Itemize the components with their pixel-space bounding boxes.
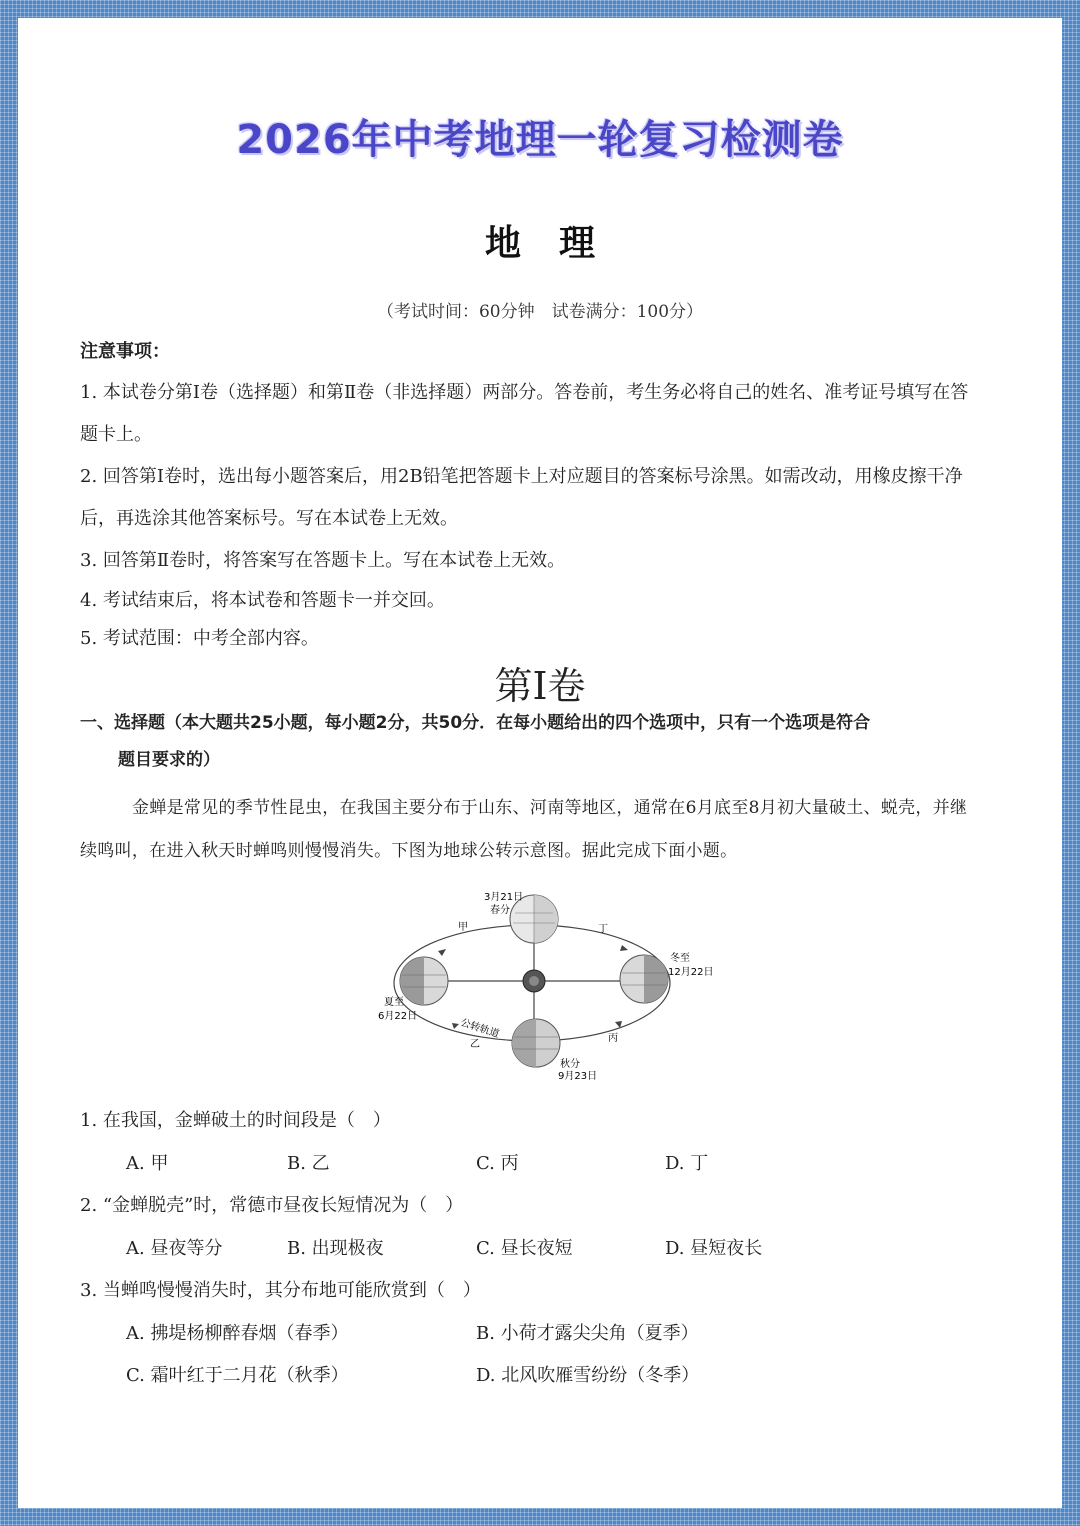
section-heading-line1: 一、选择题（本大题共25小题，每小题2分，共50分．在每小题给出的四个选项中，只有一个选项是符合 [80, 713, 871, 733]
main-title: 2026年中考地理一轮复习检测卷 [236, 117, 844, 163]
notice-item: 1. 本试卷分第Ⅰ卷（选择题）和第Ⅱ卷（非选择题）两部分。答卷前，考生务必将自己的姓名、准考证号填写在答题卡上。 [80, 382, 969, 445]
label-left-term: 夏至 [384, 997, 404, 1008]
orbit-arrow [452, 1023, 459, 1029]
volume-title: 第Ⅰ卷 [494, 664, 586, 708]
sun-core [529, 976, 539, 986]
option-1d: D. 丁 [665, 1153, 709, 1174]
option-3d: D. 北风吹雁雪纷纷（冬季） [476, 1365, 700, 1386]
reading-passage [80, 787, 970, 873]
option-1b: B. 乙 [287, 1153, 330, 1174]
question-1: 1. 在我国，金蝉破土的时间段是（ ） [80, 1110, 391, 1131]
earth-summer-icon [400, 957, 448, 1005]
option-2b: B. 出现极夜 [287, 1238, 384, 1259]
option-2d: D. 昼短夜长 [665, 1238, 763, 1259]
label-top-term: 春分 [490, 905, 510, 916]
label-right-date: 12月22日 [668, 967, 714, 978]
option-2c: C. 昼长夜短 [476, 1238, 573, 1259]
option-2a: A. 昼夜等分 [126, 1238, 223, 1259]
orbit-arrow [438, 949, 446, 956]
earth-revolution-diagram [360, 883, 714, 1083]
option-3a: A. 拂堤杨柳醉春烟（春季） [126, 1323, 349, 1344]
question-3: 3. 当蝉鸣慢慢消失时，其分布地可能欣赏到（ ） [80, 1280, 481, 1301]
option-1a: A. 甲 [126, 1153, 169, 1174]
label-orbit: 公转轨道 [459, 1017, 501, 1041]
label-bing: 丙 [608, 1033, 618, 1044]
notice-item: 5. 考试范围：中考全部内容。 [80, 628, 319, 649]
notice-item: 3. 回答第Ⅱ卷时，将答案写在答题卡上。写在本试卷上无效。 [80, 550, 566, 571]
section-heading [80, 705, 970, 779]
label-ding: 丁 [598, 924, 608, 935]
passage-text: 金蝉是常见的季节性昆虫，在我国主要分布于山东、河南等地区，通常在6月底至8月初大量破土、蜕壳，并继续鸣叫，在进入秋天时蝉鸣则慢慢消失。下图为地球公转示意图。据此完成下面小题。 [80, 798, 968, 861]
label-right-term: 冬至 [670, 953, 690, 964]
question-2: 2. “金蝉脱壳”时，常德市昼夜长短情况为（ ） [80, 1195, 464, 1216]
subject-title: 地理 [484, 223, 633, 264]
notice-item: 4. 考试结束后，将本试卷和答题卡一并交回。 [80, 590, 445, 611]
label-bottom-date: 9月23日 [558, 1071, 598, 1082]
option-3c: C. 霜叶红于二月花（秋季） [126, 1365, 349, 1386]
notice-list [80, 372, 970, 658]
option-1c: C. 丙 [476, 1153, 519, 1174]
label-jia: 甲 [458, 922, 468, 933]
label-bottom-term: 秋分 [560, 1059, 580, 1070]
notice-item: 2. 回答第Ⅰ卷时，选出每小题答案后，用2B铅笔把答题卡上对应题目的答案标号涂黑。如需改动，用橡皮擦干净后，再选涂其他答案标号。写在本试卷上无效。 [80, 466, 963, 529]
orbit-arrow [620, 945, 628, 951]
label-left-date: 6月22日 [378, 1011, 418, 1022]
earth-winter-icon [620, 955, 668, 1003]
label-top-date: 3月21日 [484, 892, 524, 903]
section-heading-line2: 题目要求的） [118, 750, 220, 770]
label-yi: 乙 [470, 1039, 480, 1050]
earth-autumn-icon [512, 1019, 560, 1067]
notice-title: 注意事项： [80, 341, 170, 362]
option-3b: B. 小荷才露尖尖角（夏季） [476, 1323, 699, 1344]
exam-info: （考试时间：60分钟 试卷满分：100分） [376, 302, 704, 322]
